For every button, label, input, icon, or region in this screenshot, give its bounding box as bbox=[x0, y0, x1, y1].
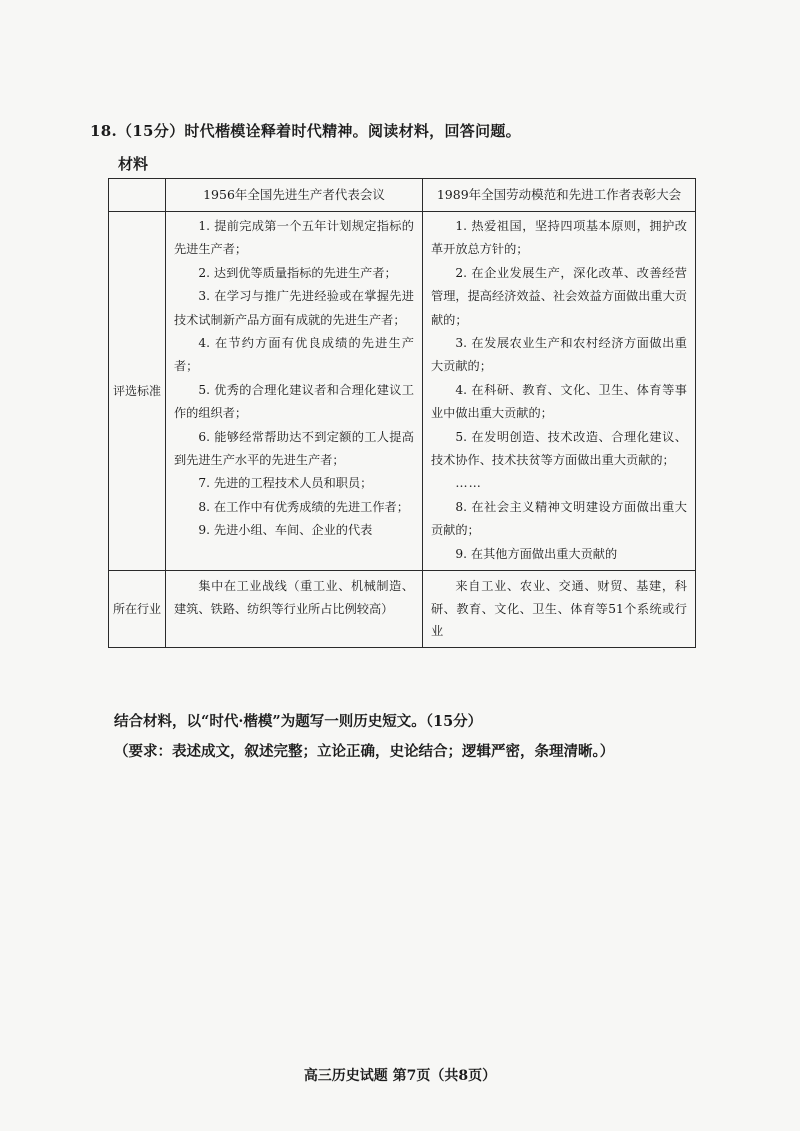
criteria-1989-item: 8. 在社会主义精神文明建设方面做出重大贡献的； bbox=[431, 499, 687, 538]
material-table bbox=[108, 178, 696, 648]
criteria-1956-item: 9. 先进小组、车间、企业的代表 bbox=[198, 523, 373, 538]
page-footer: 高三历史试题 第7页（共8页） bbox=[303, 1068, 497, 1084]
table-header-row bbox=[109, 179, 696, 212]
criteria-1989-item: 2. 在企业发展生产，深化改革、改善经营管理，提高经济效益、社会效益方面做出重大贡献的； bbox=[431, 265, 687, 327]
industry-row bbox=[109, 571, 696, 648]
criteria-1956-item: 3. 在学习与推广先进经验或在掌握先进技术试制新产品方面有成就的先进生产者； bbox=[174, 289, 414, 327]
criteria-1956-item: 7. 先进的工程技术人员和职员； bbox=[198, 476, 373, 491]
col-header-1989: 1989年全国劳动模范和先进工作者表彰大会 bbox=[423, 179, 696, 212]
material-label: 材料 bbox=[118, 155, 149, 173]
criteria-1956-cell bbox=[166, 212, 423, 571]
criteria-1956-item: 5. 优秀的合理化建议者和合理化建议工作的组织者； bbox=[174, 382, 414, 421]
criteria-1956-item: 6. 能够经常帮助达不到定额的工人提高到先进生产水平的先进生产者； bbox=[174, 429, 414, 468]
essay-requirements: （要求：表述成文，叙述完整；立论正确，史论结合；逻辑严密，条理清晰。） bbox=[114, 743, 615, 760]
criteria-1989-item: 3. 在发展农业生产和农村经济方面做出重大贡献的； bbox=[431, 336, 687, 374]
criteria-1989-item: 4. 在科研、教育、文化、卫生、体育等事业中做出重大贡献的； bbox=[431, 382, 687, 421]
criteria-1989-item: 1. 热爱祖国，坚持四项基本原则，拥护改革开放总方针的； bbox=[431, 219, 687, 257]
industry-1956-cell bbox=[166, 571, 423, 648]
industry-row-label: 所在行业 bbox=[109, 571, 166, 648]
industry-1989-cell bbox=[423, 571, 696, 648]
criteria-1989-item: 9. 在其他方面做出重大贡献的 bbox=[455, 546, 618, 561]
criteria-1989-cell bbox=[423, 212, 696, 571]
col-header-1956: 1956年全国先进生产者代表会议 bbox=[166, 179, 423, 212]
criteria-1989-item: 5. 在发明创造、技术改造、合理化建议、技术协作、技术扶贫等方面做出重大贡献的； bbox=[431, 429, 687, 468]
question-header: 18.（15分）时代楷模诠释着时代精神。阅读材料，回答问题。 bbox=[90, 122, 521, 140]
essay-prompt: 结合材料，以“时代·楷模”为题写一则历史短文。（15分） bbox=[114, 713, 483, 730]
table-corner-cell bbox=[109, 179, 166, 212]
criteria-row bbox=[109, 212, 696, 571]
criteria-row-label: 评选标准 bbox=[109, 212, 166, 571]
criteria-1956-item: 2. 达到优等质量指标的先进生产者； bbox=[198, 265, 397, 280]
industry-1956-text: 集中在工业战线（重工业、机械制造、建筑、铁路、纺织等行业所占比例较高） bbox=[174, 579, 414, 616]
criteria-1956-item: 1. 提前完成第一个五年计划规定指标的先进生产者； bbox=[174, 219, 414, 257]
criteria-1989-ellipsis: …… bbox=[455, 476, 482, 491]
criteria-1956-item: 4. 在节约方面有优良成绩的先进生产者； bbox=[174, 336, 414, 374]
criteria-1956-item: 8. 在工作中有优秀成绩的先进工作者； bbox=[198, 499, 409, 514]
industry-1989-text: 来自工业、农业、交通、财贸、基建，科研、教育、文化、卫生、体育等51个系统或行业 bbox=[431, 579, 687, 639]
